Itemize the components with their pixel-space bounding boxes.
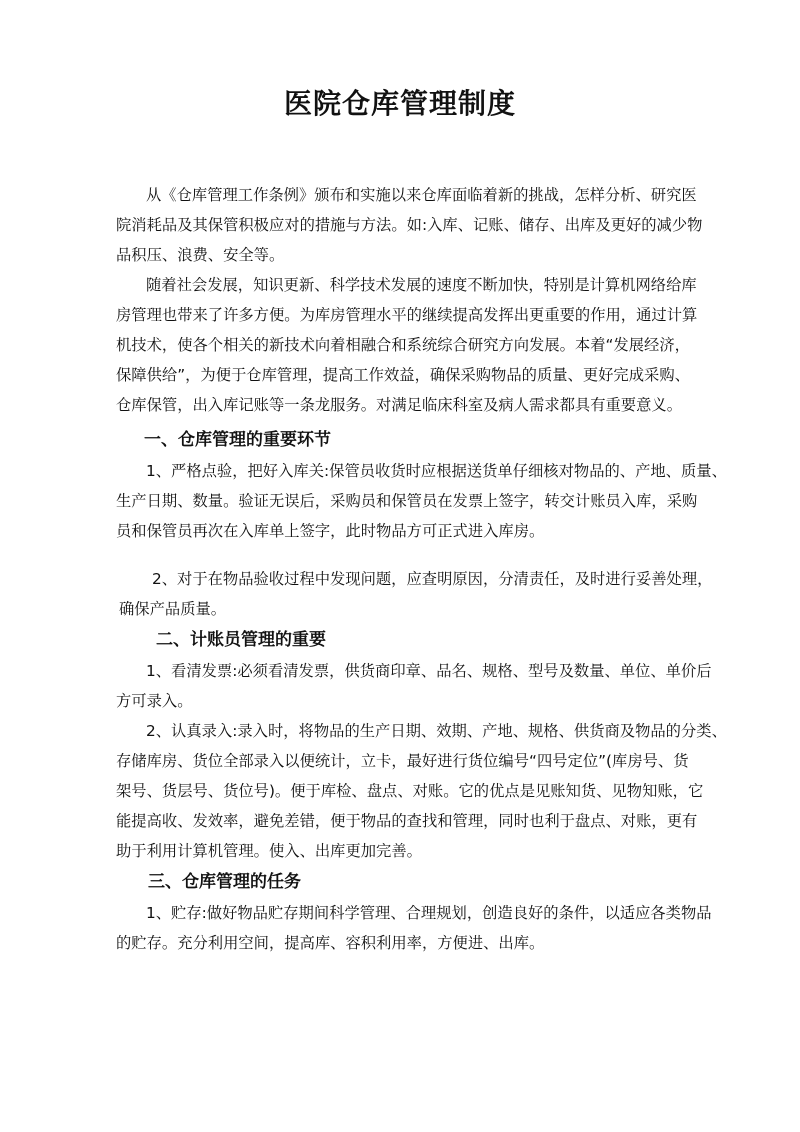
section-1-item-2 xyxy=(116,564,756,624)
section-3-item-1 xyxy=(116,898,756,958)
text-line: 员和保管员再次在入库单上签字，此时物品方可正式进入库房。 xyxy=(116,522,545,540)
section-1-heading: 一、仓库管理的重要环节 xyxy=(144,430,331,450)
text-line: 随着社会发展，知识更新、科学技术发展的速度不断加快，特别是计算机网络给库 xyxy=(146,276,697,294)
text-line: 1、看清发票:必须看清发票，供货商印章、品名、规格、型号及数量、单位、单价后 xyxy=(146,662,712,680)
text-line: 存储库房、货位全部录入以便统计，立卡，最好进行货位编号“四号定位”(库房号、货 xyxy=(116,752,689,770)
text-line: 2、认真录入:录入时，将物品的生产日期、效期、产地、规格、供货商及物品的分类、 xyxy=(146,722,727,740)
section-3-heading: 三、仓库管理的任务 xyxy=(148,872,301,892)
text-line: 1、贮存:做好物品贮存期间科学管理、合理规划，创造良好的条件，以适应各类物品 xyxy=(146,904,712,922)
text-line: 品积压、浪费、安全等。 xyxy=(116,246,285,264)
text-line: 的贮存。充分利用空间，提高库、容积利用率，方便进、出库。 xyxy=(116,934,545,952)
section-2-item-1 xyxy=(116,656,756,716)
text-line: 生产日期、数量。验证无误后，采购员和保管员在发票上签字，转交计账员入库，采购 xyxy=(116,492,698,510)
intro-paragraph-1 xyxy=(116,180,756,270)
text-line: 1、严格点验，把好入库关:保管员收货时应根据送货单仔细核对物品的、产地、质量、 xyxy=(146,462,727,480)
text-line: 房管理也带来了许多方便。为库房管理水平的继续提高发挥出更重要的作用，通过计算 xyxy=(116,306,698,324)
section-1-item-1 xyxy=(116,456,756,546)
document-body xyxy=(116,180,756,958)
text-line: 助于利用计算机管理。使入、出库更加完善。 xyxy=(116,842,422,860)
text-line: 确保产品质量。 xyxy=(119,600,227,618)
document-title: 医院仓库管理制度 xyxy=(283,87,516,120)
text-line: 方可录入。 xyxy=(116,692,193,710)
section-2-item-2 xyxy=(116,716,756,866)
text-line: 仓库保管，出入库记账等一条龙服务。对满足临床科室及病人需求都具有重要意义。 xyxy=(116,396,682,414)
text-line: 院消耗品及其保管积极应对的措施与方法。如:入库、记账、储存、出库及更好的减少物 xyxy=(116,216,703,234)
intro-paragraph-2 xyxy=(116,270,756,420)
text-line: 从《仓库管理工作条例》颁布和实施以来仓库面临着新的挑战，怎样分析、研究医 xyxy=(146,186,697,204)
text-line: 机技术，使各个相关的新技术向着相融合和系统综合研究方向发展。本着“发展经济， xyxy=(116,336,690,354)
text-line: 架号、货层号、货位号)。便于库检、盘点、对账。它的优点是见账知货、见物知账，它 xyxy=(116,782,704,800)
section-2-heading: 二、计账员管理的重要 xyxy=(156,630,326,650)
spacer xyxy=(116,546,756,564)
text-line: 能提高收、发效率，避免差错，便于物品的查找和管理，同时也利于盘点、对账，更有 xyxy=(116,812,698,830)
text-line: 保障供给”，为便于仓库管理，提高工作效益，确保采购物品的质量、更好完成采购、 xyxy=(116,366,690,384)
text-line: 2、对于在物品验收过程中发现问题，应查明原因，分清责任，及时进行妥善处理， xyxy=(152,570,713,588)
